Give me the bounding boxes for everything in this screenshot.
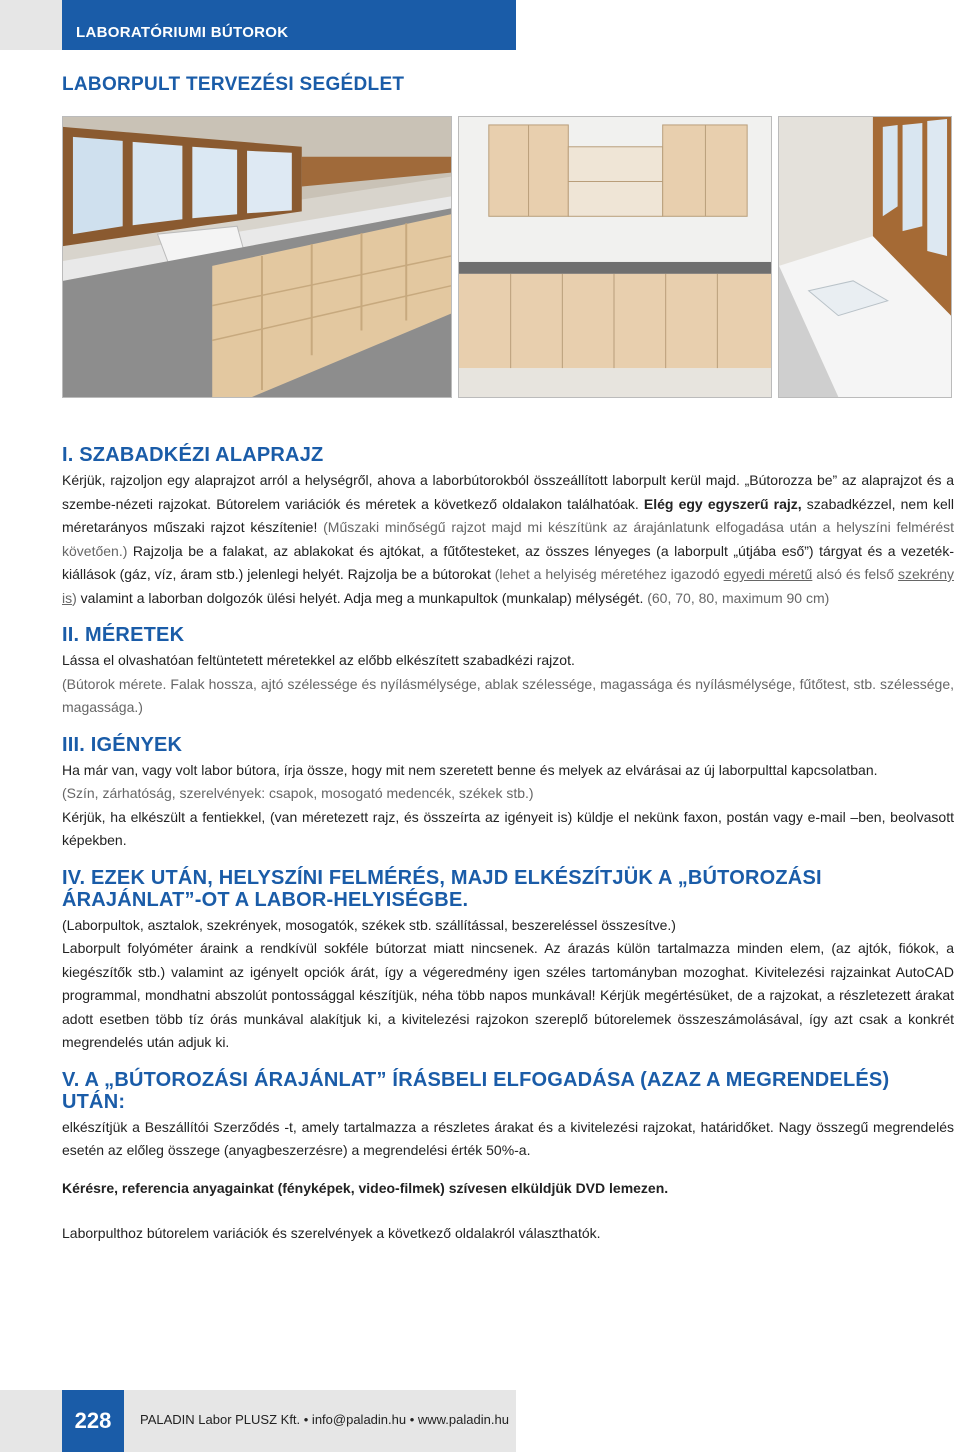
text-run-bold: Elég egy egyszerű rajz, bbox=[643, 495, 802, 512]
section-4 bbox=[62, 867, 954, 1055]
text-run-light: alsó és felső bbox=[812, 566, 898, 582]
section-4-note: (Laborpultok, asztalok, szekrények, mosogatók, székek stb. szállítással, beszereléssel összesítve.) bbox=[62, 916, 676, 933]
page-title: LABORPULT TERVEZÉSI SEGÉDLET bbox=[62, 74, 405, 95]
photo-lab-counter-sink bbox=[62, 116, 452, 398]
closing-note: Laborpulthoz bútorelem variációk és szerelvények a következő oldalakról választhatók. bbox=[62, 1225, 601, 1241]
category-label: LABORATÓRIUMI BÚTOROK bbox=[76, 24, 289, 41]
text-run: valamint a laborban dolgozók ülési helyét. Adja meg a munkapultok (munkalap) mélységét. bbox=[76, 589, 648, 606]
section-4-text: Laborpult folyóméter áraink a rendkívül sokféle bútorzat miatt nincsenek. Az árazás külön tartalmazza minden elem, (az ajtók, fiókok, a kiegészítők stb.) valamint az igényelt opciók árát, így a végeredmény igen széles tartományban mozoghat. Kivitelezési rajzainkat AutoCAD programmal, mondhatni abszolút pontossággal készítjük, néha több napos munkával! Kérjük megértésüket, de a rajzokat, a részletezett árakat adott esetben több tíz órás munkával alakítjuk ki, a kivitelezési rajzokon szereplő bútorelemek összeszámolásával, így azt csak a konkrét megrendelés után adjuk ki. bbox=[62, 940, 954, 1050]
text-run: szabadkézzel, nem kell méretarányos műszaki rajzot készítenie! bbox=[62, 495, 954, 535]
section-3-text: Ha már van, vagy volt labor bútora, írja össze, hogy mit nem szeretett benne és melyek az elvárásai az új laborpulttal kapcsolatban. bbox=[62, 761, 878, 778]
category-bar bbox=[62, 0, 516, 50]
section-1-text bbox=[62, 469, 954, 610]
photo-lab-cabinets bbox=[458, 116, 772, 398]
section-3-note: (Szín, zárhatóság, szerelvények: csapok, mosogató medencék, székek stb.) bbox=[62, 785, 534, 801]
section-4-title: IV. EZEK UTÁN, HELYSZÍNI FELMÉRÉS, MAJD ELKÉSZÍTJÜK A „BÚTOROZÁSI ÁRAJÁNLAT”-OT A LABOR-HELYISÉGBE. bbox=[62, 866, 822, 911]
text-run: Rajzolja be a falakat, az ablakokat és ajtókat, a fűtőtesteket, az összes lényeges (a laborpult „útjába eső”) tárgyat és a vezeték-kiállások (gáz, víz, áram stb.) jelenlegi helyét. Rajzolja be a bútorokat bbox=[62, 542, 954, 582]
section-2 bbox=[62, 624, 954, 720]
page-number: 228 bbox=[62, 1390, 124, 1452]
section-1-title: I. SZABADKÉZI ALAPRAJZ bbox=[62, 444, 324, 466]
footer-contact: PALADIN Labor PLUSZ Kft. • info@paladin.hu • www.paladin.hu bbox=[140, 1412, 509, 1427]
section-2-note: (Bútorok mérete. Falak hossza, ajtó szélessége és nyílásmélysége, ablak szélessége, magassága és nyílásmélysége, fűtőtest, stb. szélessége, magassága.) bbox=[62, 675, 954, 715]
section-5-title: V. A „BÚTOROZÁSI ÁRAJÁNLAT” ÍRÁSBELI ELFOGADÁSA (AZAZ A MEGRENDELÉS) UTÁN: bbox=[62, 1068, 890, 1113]
section-5 bbox=[62, 1069, 954, 1163]
dvd-notice: Kérésre, referencia anyagainkat (fényképek, video-filmek) szívesen elküldjük DVD lemezen. bbox=[62, 1179, 669, 1196]
section-3-title: III. IGÉNYEK bbox=[62, 733, 183, 756]
text-run-light: (Műszaki minőségű rajzot majd mi készítünk az árajánlatunk elfogadása után a helyszíni felmérést követően.) bbox=[62, 519, 955, 559]
section-2-text: Lássa el olvashatóan feltüntetett méretekkel az előbb elkészített szabadkézi rajzot. bbox=[62, 652, 575, 668]
section-2-title: II. MÉRETEK bbox=[62, 624, 185, 646]
content bbox=[62, 444, 954, 1246]
section-3-request: Kérjük, ha elkészült a fentiekkel, (van méretezett rajz, és összeírta az igényeit is) küldje el nekünk faxon, postán vagy e-mail –ben, beolvasott képekben. bbox=[62, 808, 954, 848]
text-run: Kérjük, rajzoljon egy alaprajzot arról a helységről, ahova a laborbútorokból összeállított laborpult kerül majd. „Bútorozza be” az alaprajzot és a szembe-nézeti rajzokat. Bútorelem variációk és méretek a következő oldalakon találhatóak. bbox=[62, 472, 954, 512]
section-1 bbox=[62, 444, 954, 610]
text-run-light: (60, 70, 80, maximum 90 cm) bbox=[647, 589, 830, 606]
text-run-light: ) bbox=[72, 589, 77, 606]
section-5-text: elkészítjük a Beszállítói Szerződés -t, amely tartalmazza a részletes árakat és a kivitelezési rajzokat, határidőket. Nagy összegű megrendelés esetén az előleg összege (anyagbeszerzésre) a megrendelési érték 50%-a. bbox=[62, 1118, 954, 1158]
text-run-underlined: egyedi méretű bbox=[723, 566, 813, 582]
text-run-underlined: szekrény is bbox=[62, 566, 955, 606]
photo-lab-long-counter bbox=[778, 116, 952, 398]
text-run-light: (lehet a helyiség méretéhez igazodó bbox=[494, 566, 724, 582]
section-3 bbox=[62, 734, 954, 853]
